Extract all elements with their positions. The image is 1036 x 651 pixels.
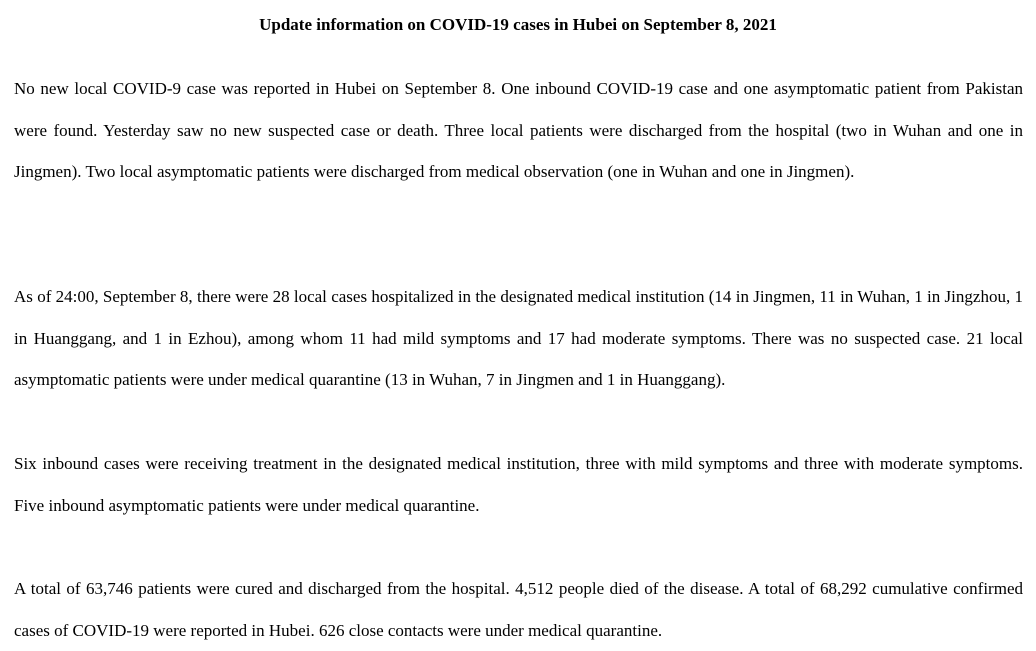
paragraph-inbound-cases: Six inbound cases were receiving treatment in the designated medical institution, three with mild symptoms and three with moderate symptoms. Five inbound asymptomatic patients were under medical quarantine. <box>14 454 1023 515</box>
document-title: Update information on COVID-19 cases in Hubei on September 8, 2021 <box>259 15 777 34</box>
paragraph-new-cases: No new local COVID-9 case was reported in Hubei on September 8. One inbound COVID-19 case and one asymptomatic patient from Pakistan were found. Yesterday saw no new suspected case or death. Three local patients were discharged from the hospital (two in Wuhan and one in Jingmen). Two local asymptomatic patients were discharged from medical observation (one in Wuhan and one in Jingmen). <box>14 79 1023 182</box>
paragraph-local-hospitalized: As of 24:00, September 8, there were 28 local cases hospitalized in the designated medical institution (14 in Jingmen, 11 in Wuhan, 1 in Jingzhou, 1 in Huanggang, and 1 in Ezhou), among whom 11 had mild symptoms and 17 had moderate symptoms. There was no suspected case. 21 local asymptomatic patients were under medical quarantine (13 in Wuhan, 7 in Jingmen and 1 in Huanggang). <box>14 287 1023 390</box>
paragraph-cumulative-totals: A total of 63,746 patients were cured and discharged from the hospital. 4,512 people died of the disease. A total of 68,292 cumulative confirmed cases of COVID-19 were reported in Hubei. 626 close contacts were under medical quarantine. <box>14 579 1023 640</box>
